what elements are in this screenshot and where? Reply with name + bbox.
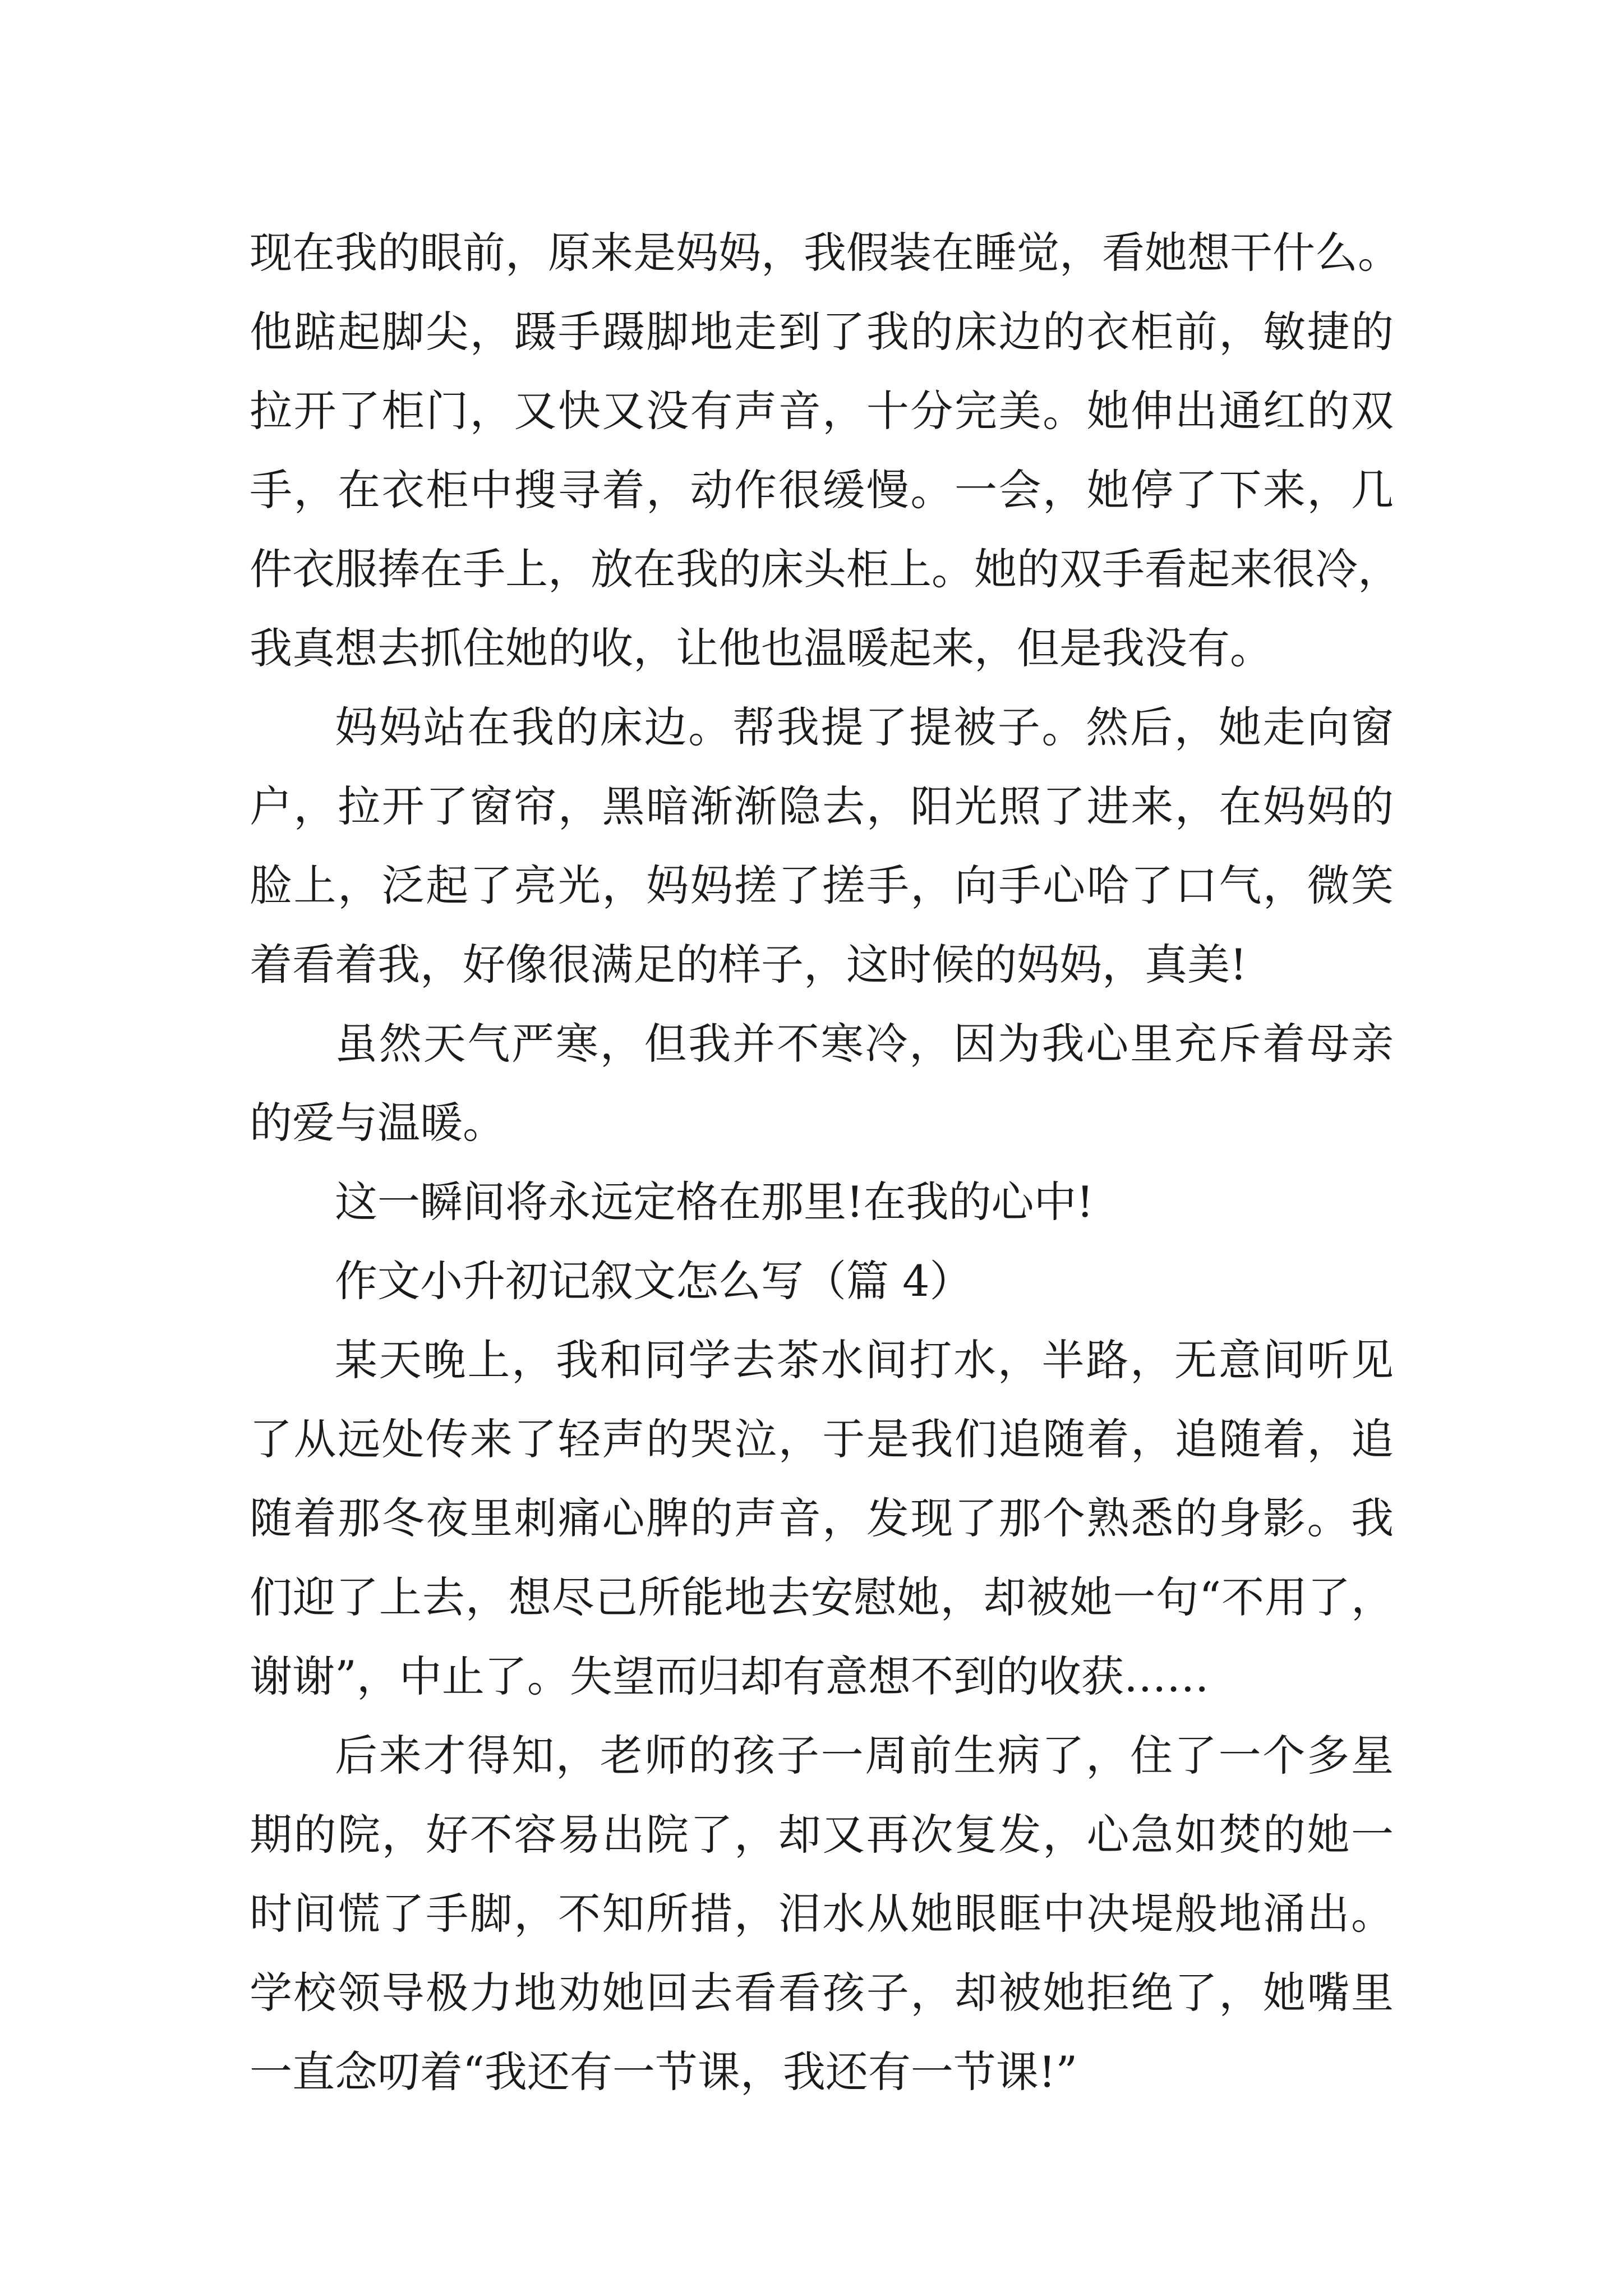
paragraph: [250, 1162, 1394, 1241]
text-line: 我真想去抓住她的收，让他也温暖起来，但是我没有。: [250, 623, 1272, 673]
paragraph: [250, 1716, 1394, 2111]
text-line: 某天晚上，我和同学去茶水间打水，半路，无意间听见: [335, 1335, 1394, 1385]
paragraph: [250, 1320, 1394, 1716]
paragraph: [250, 1004, 1394, 1162]
text-line: 妈妈站在我的床边。帮我提了提被子。然后，她走向窗: [335, 702, 1394, 752]
text-line: 们迎了上去，想尽己所能地去安慰她，却被她一句“不用了，: [250, 1572, 1394, 1622]
text-line: 他踮起脚尖，蹑手蹑脚地走到了我的床边的衣柜前，敏捷的: [250, 307, 1394, 357]
text-line: 件衣服捧在手上，放在我的床头柜上。她的双手看起来很冷，: [250, 544, 1400, 594]
text-line: 随着那冬夜里刺痛心脾的声音，发现了那个熟悉的身影。我: [250, 1493, 1394, 1543]
text-line: 后来才得知，老师的孩子一周前生病了，住了一个多星: [335, 1731, 1394, 1780]
text-line: 手，在衣柜中搜寻着，动作很缓慢。一会，她停了下来，几: [250, 465, 1394, 515]
text-line: 作文小升初记叙文怎么写（篇 4）: [335, 1256, 972, 1306]
paragraph: [250, 688, 1394, 1004]
text-line: 了从远处传来了轻声的哭泣，于是我们追随着，追随着，追: [250, 1414, 1394, 1464]
text-line: 着看着我，好像很满足的样子，这时候的妈妈，真美!: [250, 940, 1247, 990]
text-line: 时间慌了手脚，不知所措，泪水从她眼眶中决堤般地涌出。: [250, 1889, 1394, 1939]
text-line: 学校领导极力地劝她回去看看孩子，却被她拒绝了，她嘴里: [250, 1968, 1394, 2018]
text-line: 的爱与温暖。: [250, 1098, 505, 1148]
text-line: 期的院，好不容易出院了，却又再次复发，心急如焚的她一: [250, 1810, 1394, 1860]
text-line: 虽然天气严寒，但我并不寒冷，因为我心里充斥着母亲: [335, 1019, 1394, 1069]
text-line: 拉开了柜门，又快又没有声音，十分完美。她伸出通红的双: [250, 386, 1394, 436]
document-body: [250, 213, 1400, 2111]
section-heading: [250, 1241, 1394, 1320]
text-line: 谢谢”，中止了。失望而归却有意想不到的收获……: [250, 1651, 1209, 1701]
text-line: 户，拉开了窗帘，黑暗渐渐隐去，阳光照了进来，在妈妈的: [250, 781, 1394, 831]
text-line: 现在我的眼前，原来是妈妈，我假装在睡觉，看她想干什么。: [250, 228, 1400, 278]
paragraph: [250, 213, 1400, 688]
text-line: 脸上，泛起了亮光，妈妈搓了搓手，向手心哈了口气，微笑: [250, 861, 1394, 910]
text-line: 一直念叨着“我还有一节课，我还有一节课!”: [250, 2047, 1078, 2097]
text-line: 这一瞬间将永远定格在那里!在我的心中!: [335, 1177, 1094, 1227]
